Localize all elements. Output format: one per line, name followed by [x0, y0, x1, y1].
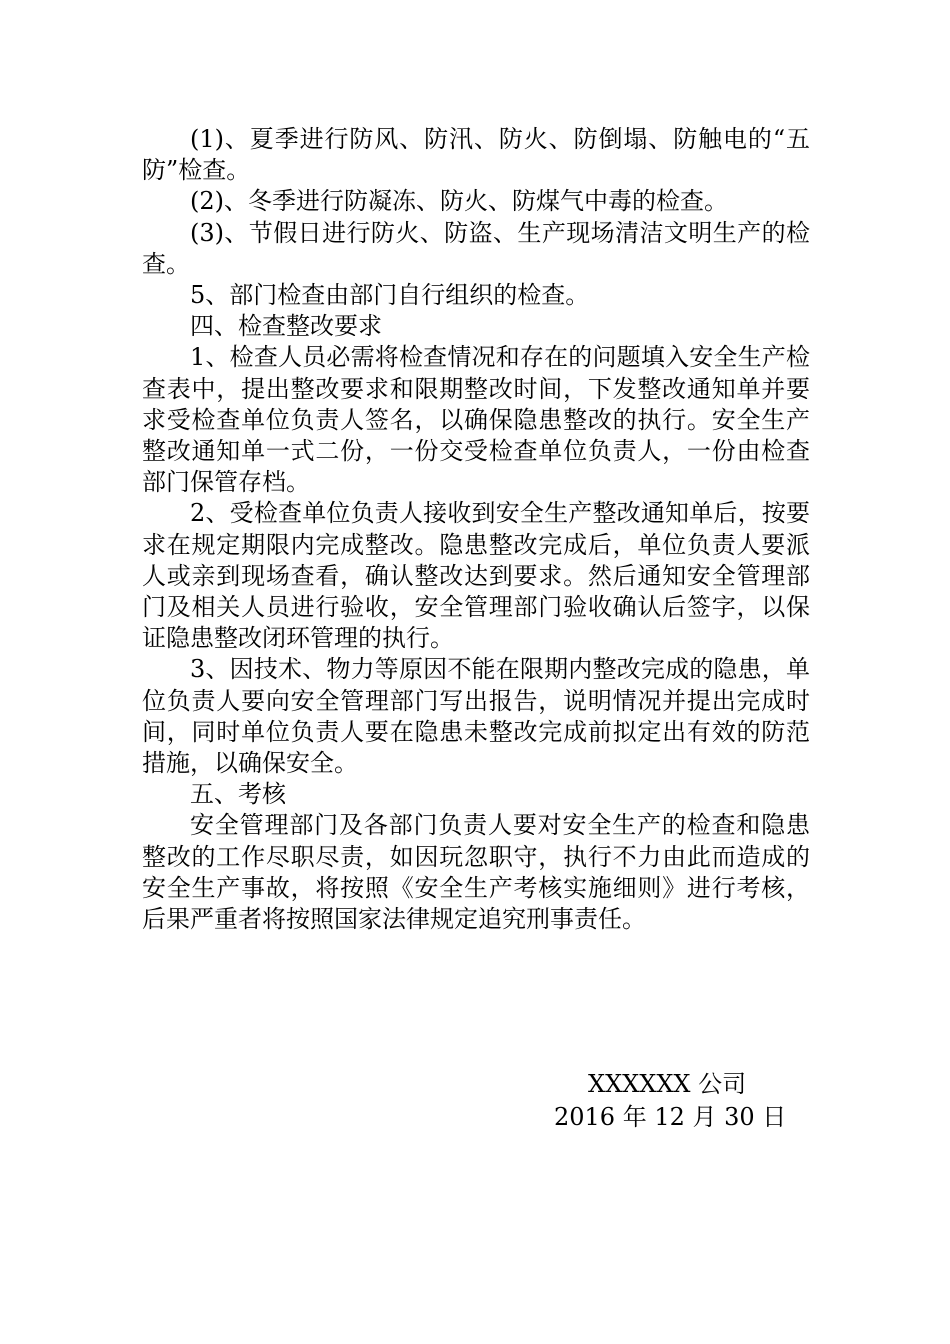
- paragraph-assessment: 安全管理部门及各部门负责人要对安全生产的检查和隐患整改的工作尽职尽责，如因玩忽职守，执行不力由此而造成的安全生产事故，将按照《安全生产考核实施细则》进行考核，后果严重者将按照国家法律规定追究刑事责任。: [142, 811, 810, 934]
- paragraph-rectification-2: 2、受检查单位负责人接收到安全生产整改通知单后，按要求在规定期限内完成整改。隐患整改完成后，单位负责人要派人或亲到现场查看，确认整改达到要求。然后通知安全管理部门及相关人员进行验收，安全管理部门验收确认后签字，以保证隐患整改闭环管理的执行。: [142, 499, 810, 653]
- paragraph-winter-check: (2)、冬季进行防凝冻、防火、防煤气中毒的检查。: [190, 187, 728, 216]
- paragraph-rectification-3: 3、因技术、物力等原因不能在限期内整改完成的隐患，单位负责人要向安全管理部门写出报告，说明情况并提出完成时间，同时单位负责人要在隐患未整改完成前拟定出有效的防范措施，以确保安全。: [142, 655, 810, 778]
- signature-date: 2016 年 12 月 30 日: [554, 1103, 787, 1131]
- paragraph-rectification-1: 1、检查人员必需将检查情况和存在的问题填入安全生产检查表中，提出整改要求和限期整改时间，下发整改通知单并要求受检查单位负责人签名，以确保隐患整改的执行。安全生产整改通知单一式二份，一份交受检查单位负责人，一份由检查部门保管存档。: [142, 343, 810, 497]
- paragraph-department-check: 5、部门检查由部门自行组织的检查。: [190, 281, 590, 310]
- paragraph-holiday-check: (3)、节假日进行防火、防盗、生产现场清洁文明生产的检查。: [142, 218, 810, 278]
- paragraph-summer-check: (1)、夏季进行防风、防汛、防火、防倒塌、防触电的“五防”检查。: [142, 125, 810, 185]
- signature-company: XXXXXX 公司: [588, 1070, 747, 1098]
- document-body: [142, 124, 810, 935]
- section-heading-rectification: 四、检查整改要求: [190, 312, 382, 341]
- section-heading-assessment: 五、考核: [190, 780, 286, 809]
